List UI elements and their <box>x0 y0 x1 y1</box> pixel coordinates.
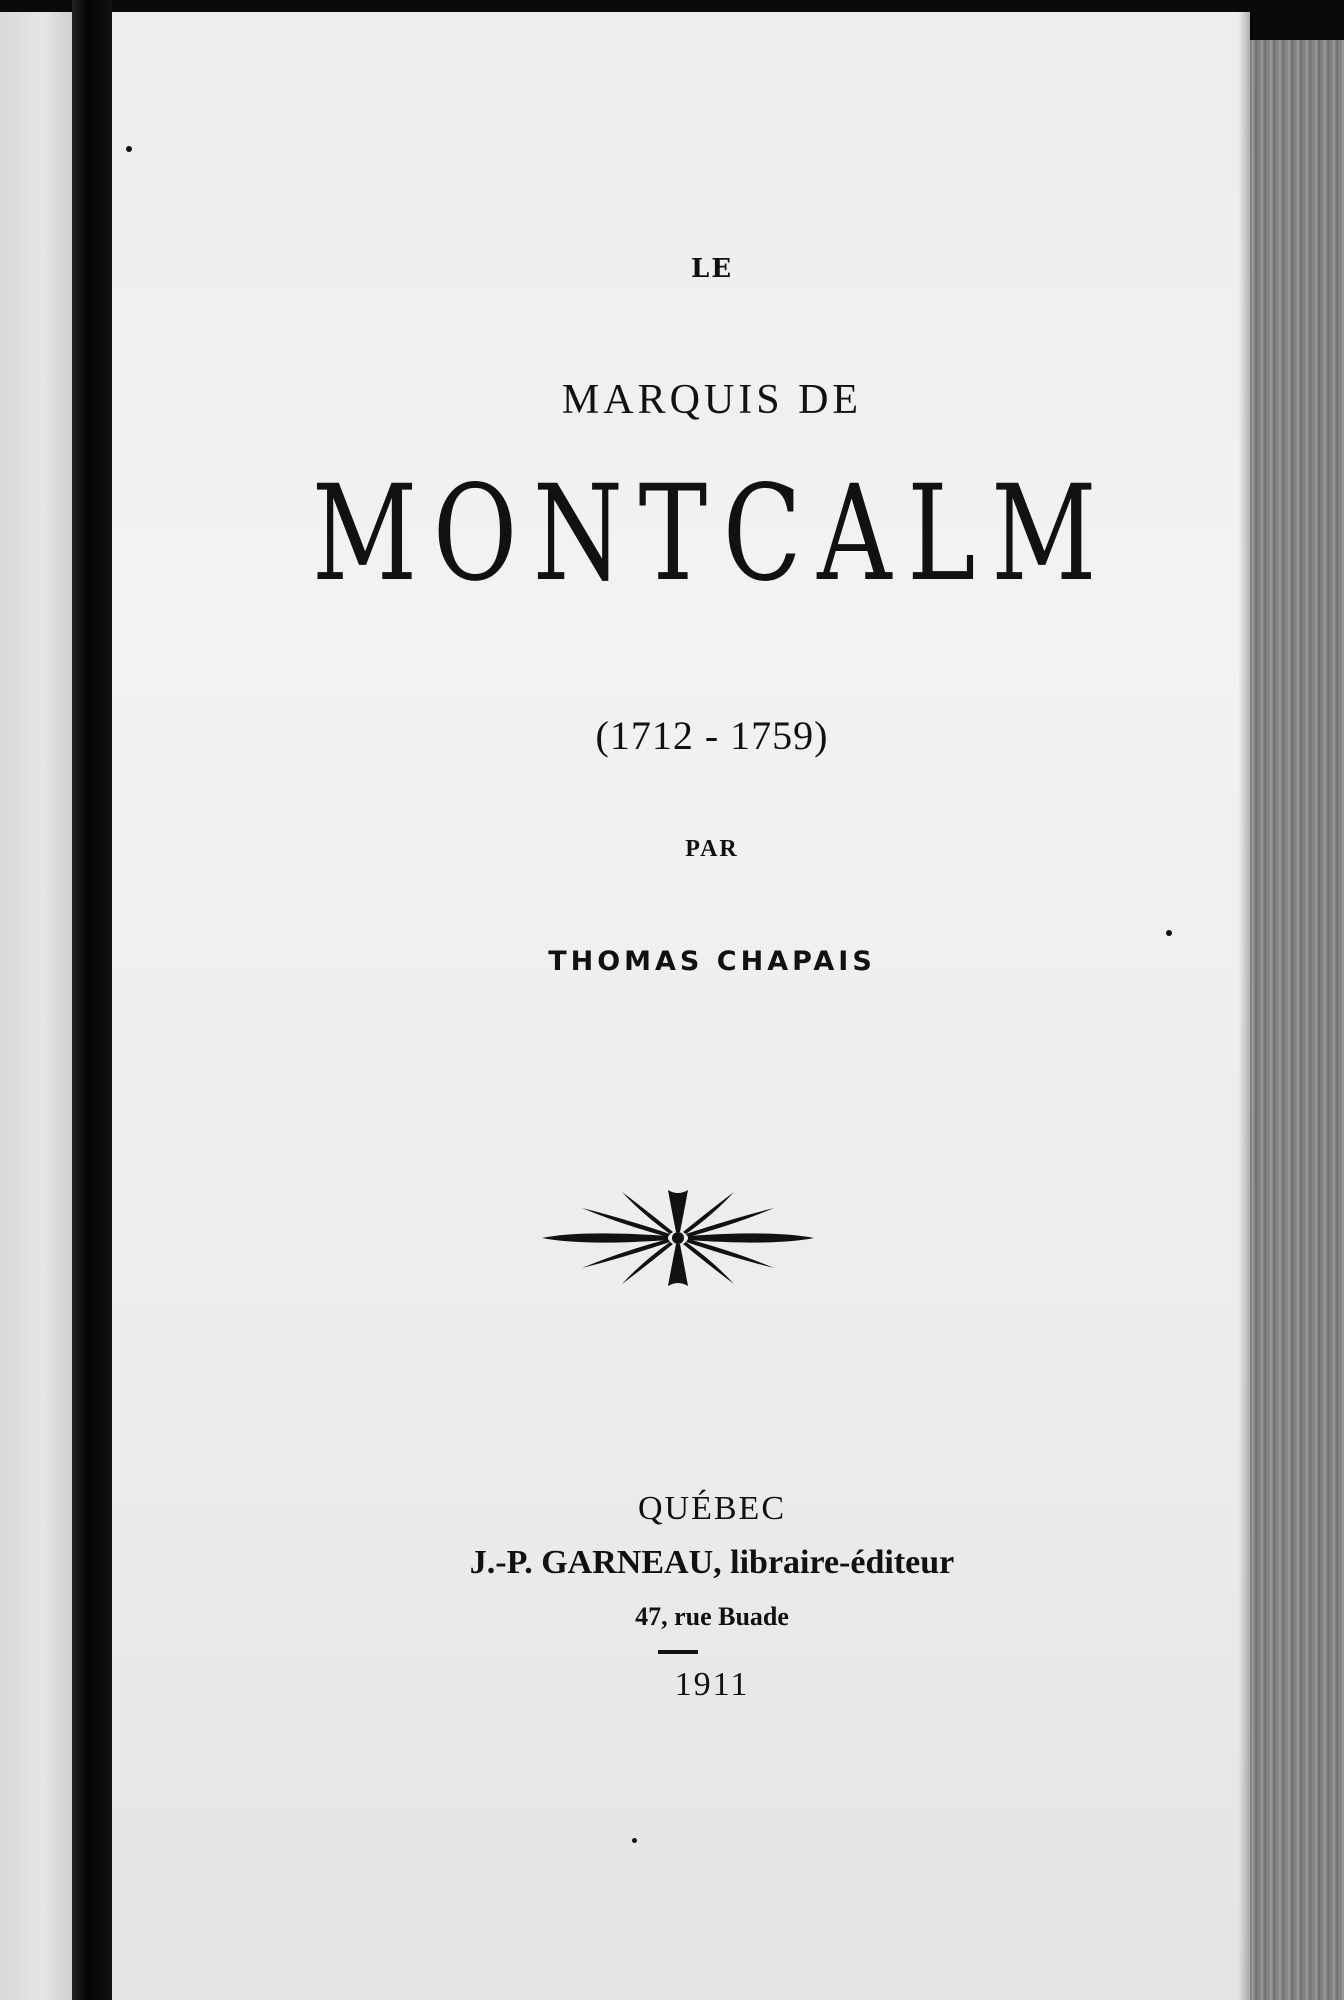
book-page-edges <box>1250 40 1344 2000</box>
title-line-marquis: MARQUIS DE <box>561 377 863 423</box>
ink-speck <box>1166 930 1172 936</box>
floral-ornament-icon <box>542 1188 814 1288</box>
author-name: THOMAS CHAPAIS <box>548 946 876 977</box>
publication-year: 1911 <box>674 1666 750 1703</box>
publisher-address: 47, rue Buade <box>635 1602 789 1631</box>
publication-city: QUÉBEC <box>638 1490 786 1527</box>
title-page <box>112 12 1250 2000</box>
life-dates: (1712 - 1759) <box>595 713 829 758</box>
facing-page <box>0 12 72 2000</box>
by-line: PAR <box>685 836 739 862</box>
publisher-role: libraire-éditeur <box>730 1544 955 1581</box>
ink-speck <box>632 1838 637 1843</box>
book-gutter <box>72 0 112 2000</box>
book-title: MONTCALM <box>311 457 1113 611</box>
publisher-line <box>112 1544 1312 1582</box>
title-line-le: LE <box>690 254 734 284</box>
ink-speck <box>126 146 132 152</box>
publisher-name: J.-P. GARNEAU, <box>469 1544 722 1581</box>
divider-rule <box>658 1650 698 1654</box>
